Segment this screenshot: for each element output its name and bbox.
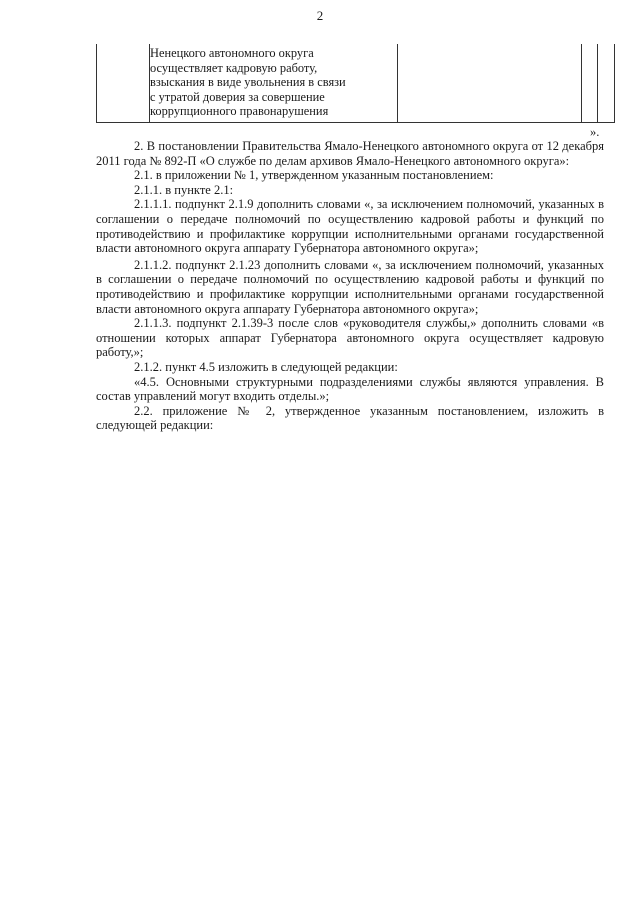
table-column-divider bbox=[581, 44, 582, 122]
table-line: осуществляет кадровую работу, bbox=[150, 60, 318, 75]
paragraph: 2.1.1.1. подпункт 2.1.9 дополнить словами «, за исключением полномочий, указанных в соглашении о передаче полномочий по осуществлению кадровой работы и функций по противодействию и профилактике коррупции исполнительными органами государственной власти автономного округа аппарату Губернатора автономного округа»; bbox=[96, 197, 604, 256]
table-fragment bbox=[96, 44, 615, 123]
table-line: коррупционного правонарушения bbox=[150, 104, 329, 119]
table-column-divider bbox=[397, 44, 398, 122]
paragraph: 2.1. в приложении № 1, утвержденном указанным постановлением: bbox=[134, 168, 494, 183]
table-line: с утратой доверия за совершение bbox=[150, 89, 325, 104]
paragraph: 2.1.2. пункт 4.5 изложить в следующей редакции: bbox=[134, 359, 398, 374]
table-column-divider bbox=[597, 44, 598, 122]
paragraph: 2.2. приложение № 2, утвержденное указанным постановлением, изложить в следующей редакции: bbox=[96, 403, 604, 433]
paragraph: 2.1.1.3. подпункт 2.1.39-3 после слов «руководителя службы,» дополнить словами «в отношении которых аппарат Губернатора автономного округа осуществляет кадровую работу,»; bbox=[96, 316, 604, 360]
table-cell-text bbox=[150, 46, 396, 119]
page-number: 2 bbox=[316, 8, 324, 23]
paragraph: 2. В постановлении Правительства Ямало-Ненецкого автономного округа от 12 декабря 2011 года № 892-П «О службе по делам архивов Ямало-Ненецкого автономного округа»: bbox=[96, 139, 604, 168]
closing-quote: ». bbox=[590, 125, 600, 139]
table-line: взыскания в виде увольнения в связи bbox=[150, 75, 346, 90]
table-line: Ненецкого автономного округа bbox=[150, 46, 314, 60]
paragraph: 2.1.1. в пункте 2.1: bbox=[134, 182, 234, 197]
paragraph: 2.1.1.2. подпункт 2.1.23 дополнить словами «, за исключением полномочий, указанных в соглашении о передаче полномочий по осуществлению кадровой работы и функций по противодействию и профилактике коррупции исполнительными органами государственной власти автономного округа аппарату Губернатора автономного округа»; bbox=[96, 257, 604, 316]
document-body bbox=[96, 139, 604, 433]
paragraph: «4.5. Основными структурными подразделениями службы являются управления. В состав управлений могут входить отделы.»; bbox=[96, 374, 604, 404]
